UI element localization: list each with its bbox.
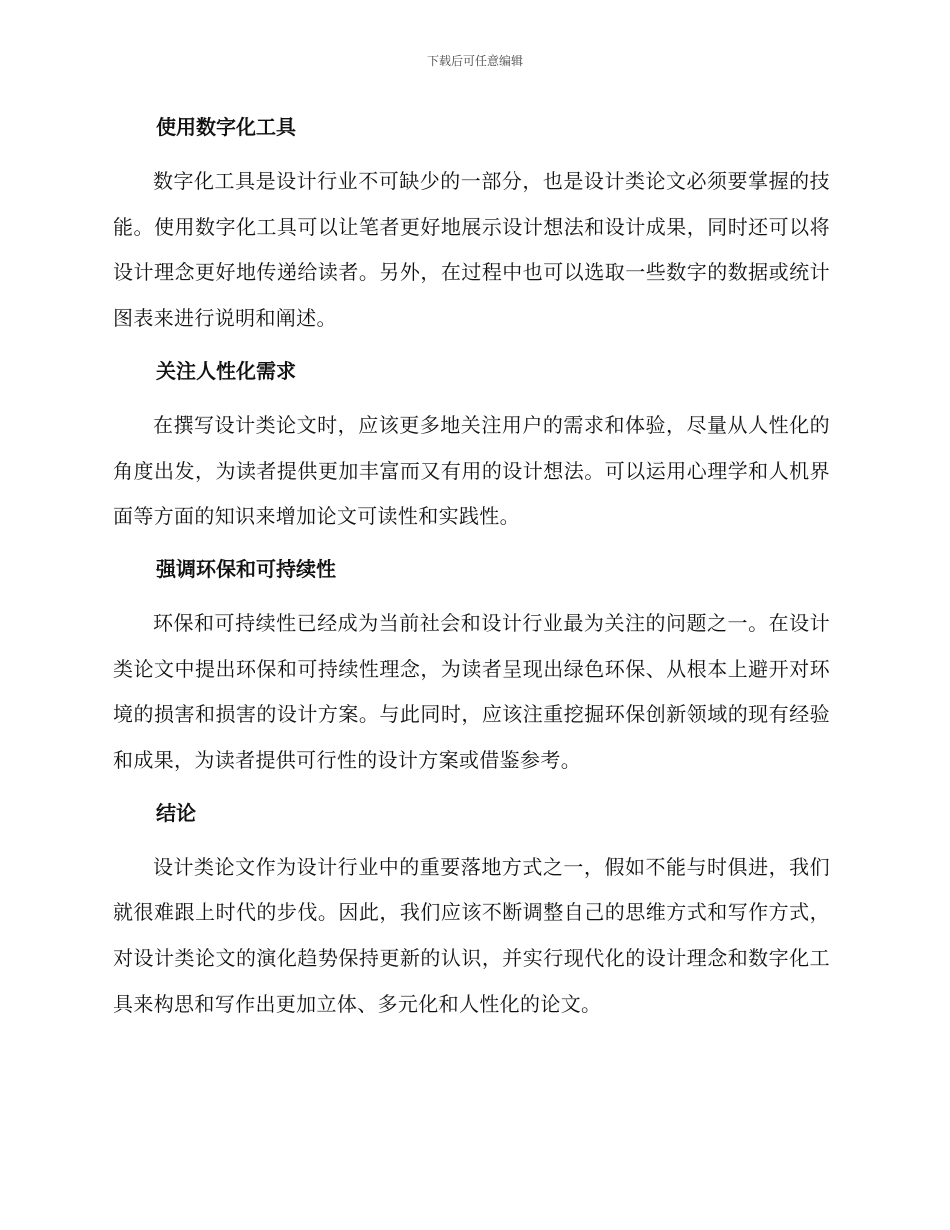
section-heading: 使用数字化工具 [156, 115, 296, 139]
section-paragraph: 数字化工具是设计行业不可缺少的一部分，也是设计类论文必须要掌握的技能。使用数字化工具可以让笔者更好地展示设计想法和设计成果，同时还可以将设计理念更好地传递给读者。另外，在过程中也可以选取一些数字的数据或统计图表来进行说明和阐述。 [113, 169, 830, 331]
document-body [113, 112, 830, 1042]
section-conclusion [113, 798, 830, 1028]
section-digital-tools [113, 112, 830, 342]
section-heading: 结论 [156, 800, 196, 825]
section-paragraph: 在撰写设计类论文时，应该更多地关注用户的需求和体验，尽量从人性化的角度出发，为读者提供更加丰富而又有用的设计想法。可以运用心理学和人机界面等方面的知识来增加论文可读性和实践性。 [113, 412, 830, 529]
section-heading: 关注人性化需求 [156, 358, 296, 383]
section-heading: 强调环保和可持续性 [156, 556, 336, 581]
section-paragraph: 设计类论文作为设计行业中的重要落地方式之一，假如不能与时俱进，我们就很难跟上时代的步伐。因此，我们应该不断调整自己的思维方式和写作方式，对设计类论文的演化趋势保持更新的认识，并实行现代化的设计理念和数字化工具来构思和写作出更加立体、多元化和人性化的论文。 [113, 854, 830, 1016]
section-sustainability [113, 554, 830, 784]
page-header: 下载后可任意编辑 [426, 54, 523, 68]
section-paragraph: 环保和可持续性已经成为当前社会和设计行业最为关注的问题之一。在设计类论文中提出环保和可持续性理念，为读者呈现出绿色环保、从根本上避开对环境的损害和损害的设计方案。与此同时，应该注重挖掘环保创新领域的现有经验和成果，为读者提供可行性的设计方案或借鉴参考。 [113, 610, 830, 773]
section-humanized-needs [113, 356, 830, 540]
